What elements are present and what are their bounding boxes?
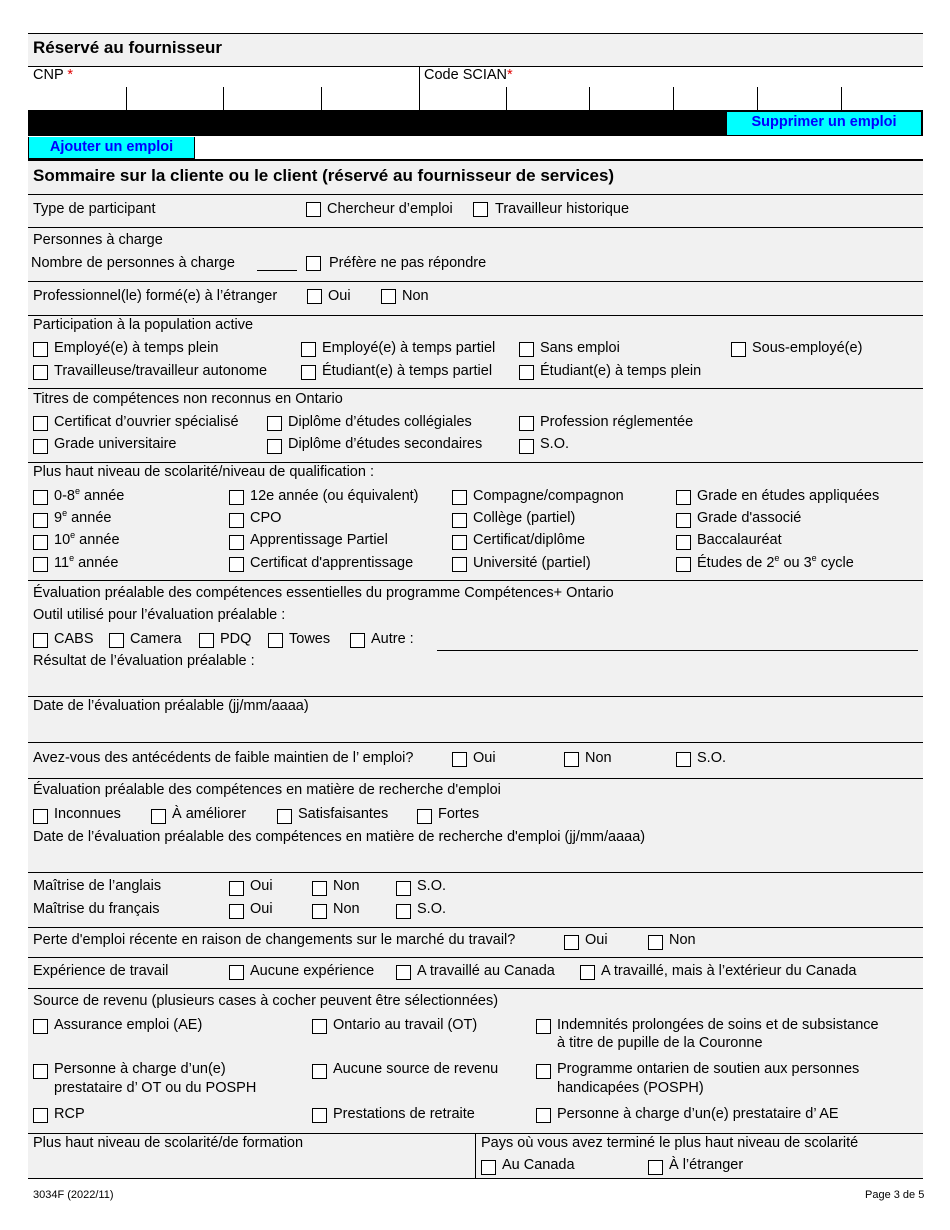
grade-0-8-label: 0-8e année: [54, 486, 125, 504]
odsp-label-2: handicapées (POSPH): [557, 1080, 704, 1096]
foreign-oui-label: Oui: [328, 288, 351, 304]
english-oui-label: Oui: [250, 878, 273, 894]
dependents-count-input[interactable]: [257, 270, 297, 271]
english-na-label: S.O.: [417, 878, 447, 894]
towes-checkbox[interactable]: [268, 633, 283, 648]
no-income-checkbox[interactable]: [312, 1064, 327, 1079]
remove-job-button[interactable]: Supprimer un emploi: [727, 112, 921, 135]
college-diploma-label: Diplôme d’études collégiales: [288, 414, 472, 430]
cnp-digit-box[interactable]: [223, 87, 224, 111]
retention-na-label: S.O.: [697, 750, 727, 766]
scian-digit-box[interactable]: [589, 87, 590, 111]
graduate-checkbox[interactable]: [676, 557, 691, 572]
assessment-date-label: Date de l’évaluation préalable (jj/mm/aaaa): [33, 698, 309, 714]
labour-force-label: Participation à la population active: [33, 317, 254, 333]
dependent-ow-label-2: prestataire d’ OT ou du POSPH: [54, 1080, 257, 1096]
cpp-label: RCP: [54, 1106, 85, 1122]
english-non-label: Non: [333, 878, 360, 894]
worked-canada-label: A travaillé au Canada: [417, 963, 555, 979]
job-loss-oui-label: Oui: [585, 932, 608, 948]
prefer-not-checkbox[interactable]: [306, 256, 321, 271]
graduate-label: Études de 2e ou 3e cycle: [697, 553, 854, 571]
retention-non-checkbox[interactable]: [564, 752, 579, 767]
journeyperson-checkbox[interactable]: [452, 490, 467, 505]
regulated-prof-checkbox[interactable]: [519, 416, 534, 431]
student-part-time-label: Étudiant(e) à temps partiel: [322, 363, 493, 379]
education-label: Plus haut niveau de scolarité/niveau de qualification :: [33, 464, 374, 480]
dependents-count-label: Nombre de personnes à charge: [31, 255, 235, 271]
certificate-diploma-label: Certificat/diplôme: [473, 532, 586, 548]
foreign-oui-checkbox[interactable]: [307, 289, 322, 304]
certificate-diploma-checkbox[interactable]: [452, 535, 467, 550]
abroad-label: À l’étranger: [669, 1157, 744, 1173]
self-employed-checkbox[interactable]: [33, 365, 48, 380]
applied-degree-checkbox[interactable]: [676, 490, 691, 505]
camera-checkbox[interactable]: [109, 633, 124, 648]
grade-12-label: 12e année (ou équivalent): [250, 488, 419, 504]
form-id: 3034F (2022/11): [33, 1189, 114, 1201]
full-time-label: Employé(e) à temps plein: [54, 340, 219, 356]
french-na-checkbox[interactable]: [396, 904, 411, 919]
camera-label: Camera: [130, 631, 182, 647]
grade-11-checkbox[interactable]: [33, 557, 48, 572]
english-oui-checkbox[interactable]: [229, 881, 244, 896]
abroad-checkbox[interactable]: [648, 1160, 663, 1175]
cnp-digit-box[interactable]: [321, 87, 322, 111]
cpo-label: CPO: [250, 510, 282, 526]
applied-degree-label: Grade en études appliquées: [697, 488, 880, 504]
college-partial-checkbox[interactable]: [452, 513, 467, 528]
retirement-checkbox[interactable]: [312, 1108, 327, 1123]
ei-label: Assurance emploi (AE): [54, 1017, 203, 1033]
university-partial-label: Université (partiel): [473, 555, 591, 571]
cpo-checkbox[interactable]: [229, 513, 244, 528]
underemployed-checkbox[interactable]: [731, 342, 746, 357]
satisfactory-checkbox[interactable]: [277, 809, 292, 824]
dependent-ei-label: Personne à charge d’un(e) prestataire d’ AE: [557, 1106, 839, 1122]
ei-checkbox[interactable]: [33, 1019, 48, 1034]
satisfactory-label: Satisfaisantes: [298, 806, 389, 822]
canada-checkbox[interactable]: [481, 1160, 496, 1175]
university-degree-label: Grade universitaire: [54, 436, 177, 452]
trade-cert-label: Certificat d’ouvrier spécialisé: [54, 414, 239, 430]
french-non-checkbox[interactable]: [312, 904, 327, 919]
french-non-label: Non: [333, 901, 360, 917]
provider-title: Réservé au fournisseur: [33, 38, 222, 57]
job-loss-non-checkbox[interactable]: [648, 935, 663, 950]
grade-9-checkbox[interactable]: [33, 513, 48, 528]
retirement-label: Prestations de retraite: [333, 1106, 475, 1122]
bachelor-label: Baccalauréat: [697, 532, 782, 548]
student-part-time-checkbox[interactable]: [301, 365, 316, 380]
college-partial-label: Collège (partiel): [473, 510, 576, 526]
page-number: Page 3 de 5: [865, 1189, 925, 1201]
work-experience-label: Expérience de travail: [33, 963, 169, 979]
french-oui-checkbox[interactable]: [229, 904, 244, 919]
foreign-non-label: Non: [402, 288, 429, 304]
divider: [475, 1133, 476, 1179]
historical-worker-checkbox[interactable]: [473, 202, 488, 217]
scian-digit-box[interactable]: [841, 87, 842, 111]
scian-digit-box[interactable]: [757, 87, 758, 111]
retention-na-checkbox[interactable]: [676, 752, 691, 767]
part-time-checkbox[interactable]: [301, 342, 316, 357]
odsp-label-1: Programme ontarien de soutien aux personnes: [557, 1061, 860, 1077]
university-partial-checkbox[interactable]: [452, 557, 467, 572]
dependent-ow-checkbox[interactable]: [33, 1064, 48, 1079]
full-time-checkbox[interactable]: [33, 342, 48, 357]
grade-12-checkbox[interactable]: [229, 490, 244, 505]
french-label: Maîtrise du français: [33, 901, 160, 917]
self-employed-label: Travailleuse/travailleur autonome: [54, 363, 268, 379]
other-tool-checkbox[interactable]: [350, 633, 365, 648]
unknown-checkbox[interactable]: [33, 809, 48, 824]
journeyperson-label: Compagne/compagnon: [473, 488, 624, 504]
scian-digit-box[interactable]: [506, 87, 507, 111]
dependents-label: Personnes à charge: [33, 232, 163, 248]
grade-10-checkbox[interactable]: [33, 535, 48, 550]
to-improve-label: À améliorer: [172, 806, 247, 822]
grade-10-label: 10e année: [54, 530, 120, 548]
unknown-label: Inconnues: [54, 806, 121, 822]
no-experience-label: Aucune expérience: [250, 963, 375, 979]
no-income-label: Aucune source de revenu: [333, 1061, 499, 1077]
summary-title: Sommaire sur la cliente ou le client (réservé au fournisseur de services): [33, 166, 615, 185]
crown-ward-label-1: Indemnités prolongées de soins et de subsistance: [557, 1017, 879, 1033]
job-seeker-checkbox[interactable]: [306, 202, 321, 217]
languages-section: [28, 872, 923, 927]
foreign-non-checkbox[interactable]: [381, 289, 396, 304]
worked-abroad-checkbox[interactable]: [580, 965, 595, 980]
divider: [419, 67, 420, 111]
cnp-label: CNP *: [33, 67, 74, 83]
towes-label: Towes: [289, 631, 331, 647]
scian-digit-box[interactable]: [673, 87, 674, 111]
part-time-label: Employé(e) à temps partiel: [322, 340, 496, 356]
cabs-checkbox[interactable]: [33, 633, 48, 648]
to-improve-checkbox[interactable]: [151, 809, 166, 824]
strong-checkbox[interactable]: [417, 809, 432, 824]
associate-degree-label: Grade d'associé: [697, 510, 802, 526]
french-na-label: S.O.: [417, 901, 447, 917]
cabs-label: CABS: [54, 631, 94, 647]
job-seeker-label: Chercheur d’emploi: [327, 201, 453, 217]
other-tool-input[interactable]: [437, 650, 918, 651]
english-non-checkbox[interactable]: [312, 881, 327, 896]
ow-checkbox[interactable]: [312, 1019, 327, 1034]
high-school-checkbox[interactable]: [267, 439, 282, 454]
crown-ward-checkbox[interactable]: [536, 1019, 551, 1034]
highest-education-label: Plus haut niveau de scolarité/de formation: [33, 1135, 304, 1151]
dependent-ei-checkbox[interactable]: [536, 1108, 551, 1123]
tool-label: Outil utilisé pour l’évaluation préalable :: [33, 607, 286, 623]
worked-abroad-label: A travaillé, mais à l’extérieur du Canada: [601, 963, 857, 979]
canada-label: Au Canada: [502, 1157, 575, 1173]
worked-canada-checkbox[interactable]: [396, 965, 411, 980]
apprentice-cert-label: Certificat d'apprentissage: [250, 555, 414, 571]
job-loss-label: Perte d'emploi récente en raison de changements sur le marché du travail?: [33, 932, 516, 948]
credentials-na-checkbox[interactable]: [519, 439, 534, 454]
university-degree-checkbox[interactable]: [33, 439, 48, 454]
scian-label: Code SCIAN*: [424, 67, 513, 83]
grade-11-label: 11e année: [54, 553, 119, 571]
bachelor-checkbox[interactable]: [676, 535, 691, 550]
essential-skills-label: Évaluation préalable des compétences essentielles du programme Compétences+ Ontario: [33, 585, 614, 601]
retention-oui-checkbox[interactable]: [452, 752, 467, 767]
prefer-not-label: Préfère ne pas répondre: [329, 255, 487, 271]
income-label: Source de revenu (plusieurs cases à cocher peuvent être sélectionnées): [33, 993, 499, 1009]
retention-label: Avez-vous des antécédents de faible maintien de l’ emploi?: [33, 750, 414, 766]
strong-label: Fortes: [438, 806, 480, 822]
college-diploma-checkbox[interactable]: [267, 416, 282, 431]
english-na-checkbox[interactable]: [396, 881, 411, 896]
underemployed-label: Sous-employé(e): [752, 340, 863, 356]
credentials-label: Titres de compétences non reconnus en Ontario: [33, 391, 343, 407]
result-label: Résultat de l’évaluation préalable :: [33, 653, 255, 669]
cpp-checkbox[interactable]: [33, 1108, 48, 1123]
apprentice-partial-checkbox[interactable]: [229, 535, 244, 550]
cnp-digit-box[interactable]: [126, 87, 127, 111]
historical-worker-label: Travailleur historique: [495, 201, 630, 217]
dependent-ow-label-1: Personne à charge d’un(e): [54, 1061, 226, 1077]
pdq-label: PDQ: [220, 631, 252, 647]
regulated-prof-label: Profession réglementée: [540, 414, 694, 430]
grade-0-8-checkbox[interactable]: [33, 490, 48, 505]
credentials-na-label: S.O.: [540, 436, 570, 452]
participant-type-label: Type de participant: [33, 201, 156, 217]
job-loss-oui-checkbox[interactable]: [564, 935, 579, 950]
odsp-checkbox[interactable]: [536, 1064, 551, 1079]
student-full-time-label: Étudiant(e) à temps plein: [540, 363, 702, 379]
no-experience-checkbox[interactable]: [229, 965, 244, 980]
pdq-checkbox[interactable]: [199, 633, 214, 648]
trade-cert-checkbox[interactable]: [33, 416, 48, 431]
job-search-label: Évaluation préalable des compétences en matière de recherche d'emploi: [33, 782, 501, 798]
french-oui-label: Oui: [250, 901, 273, 917]
associate-degree-checkbox[interactable]: [676, 513, 691, 528]
add-job-button[interactable]: Ajouter un emploi: [28, 137, 195, 159]
unemployed-checkbox[interactable]: [519, 342, 534, 357]
job-loss-non-label: Non: [669, 932, 696, 948]
grade-9-label: 9e année: [54, 508, 112, 526]
crown-ward-label-2: à titre de pupille de la Couronne: [557, 1035, 763, 1051]
retention-non-label: Non: [585, 750, 612, 766]
job-search-date-label: Date de l’évaluation préalable des compétences en matière de recherche d'emploi (jj/mm/aaaa): [33, 829, 646, 845]
ow-label: Ontario au travail (OT): [333, 1017, 478, 1033]
apprentice-partial-label: Apprentissage Partiel: [250, 532, 388, 548]
student-full-time-checkbox[interactable]: [519, 365, 534, 380]
foreign-trained-label: Professionnel(le) formé(e) à l’étranger: [33, 288, 278, 304]
unemployed-label: Sans emploi: [540, 340, 620, 356]
apprentice-cert-checkbox[interactable]: [229, 557, 244, 572]
english-label: Maîtrise de l’anglais: [33, 878, 162, 894]
other-tool-label: Autre :: [371, 631, 414, 647]
retention-oui-label: Oui: [473, 750, 496, 766]
country-label: Pays où vous avez terminé le plus haut niveau de scolarité: [481, 1135, 859, 1151]
high-school-label: Diplôme d’études secondaires: [288, 436, 483, 452]
